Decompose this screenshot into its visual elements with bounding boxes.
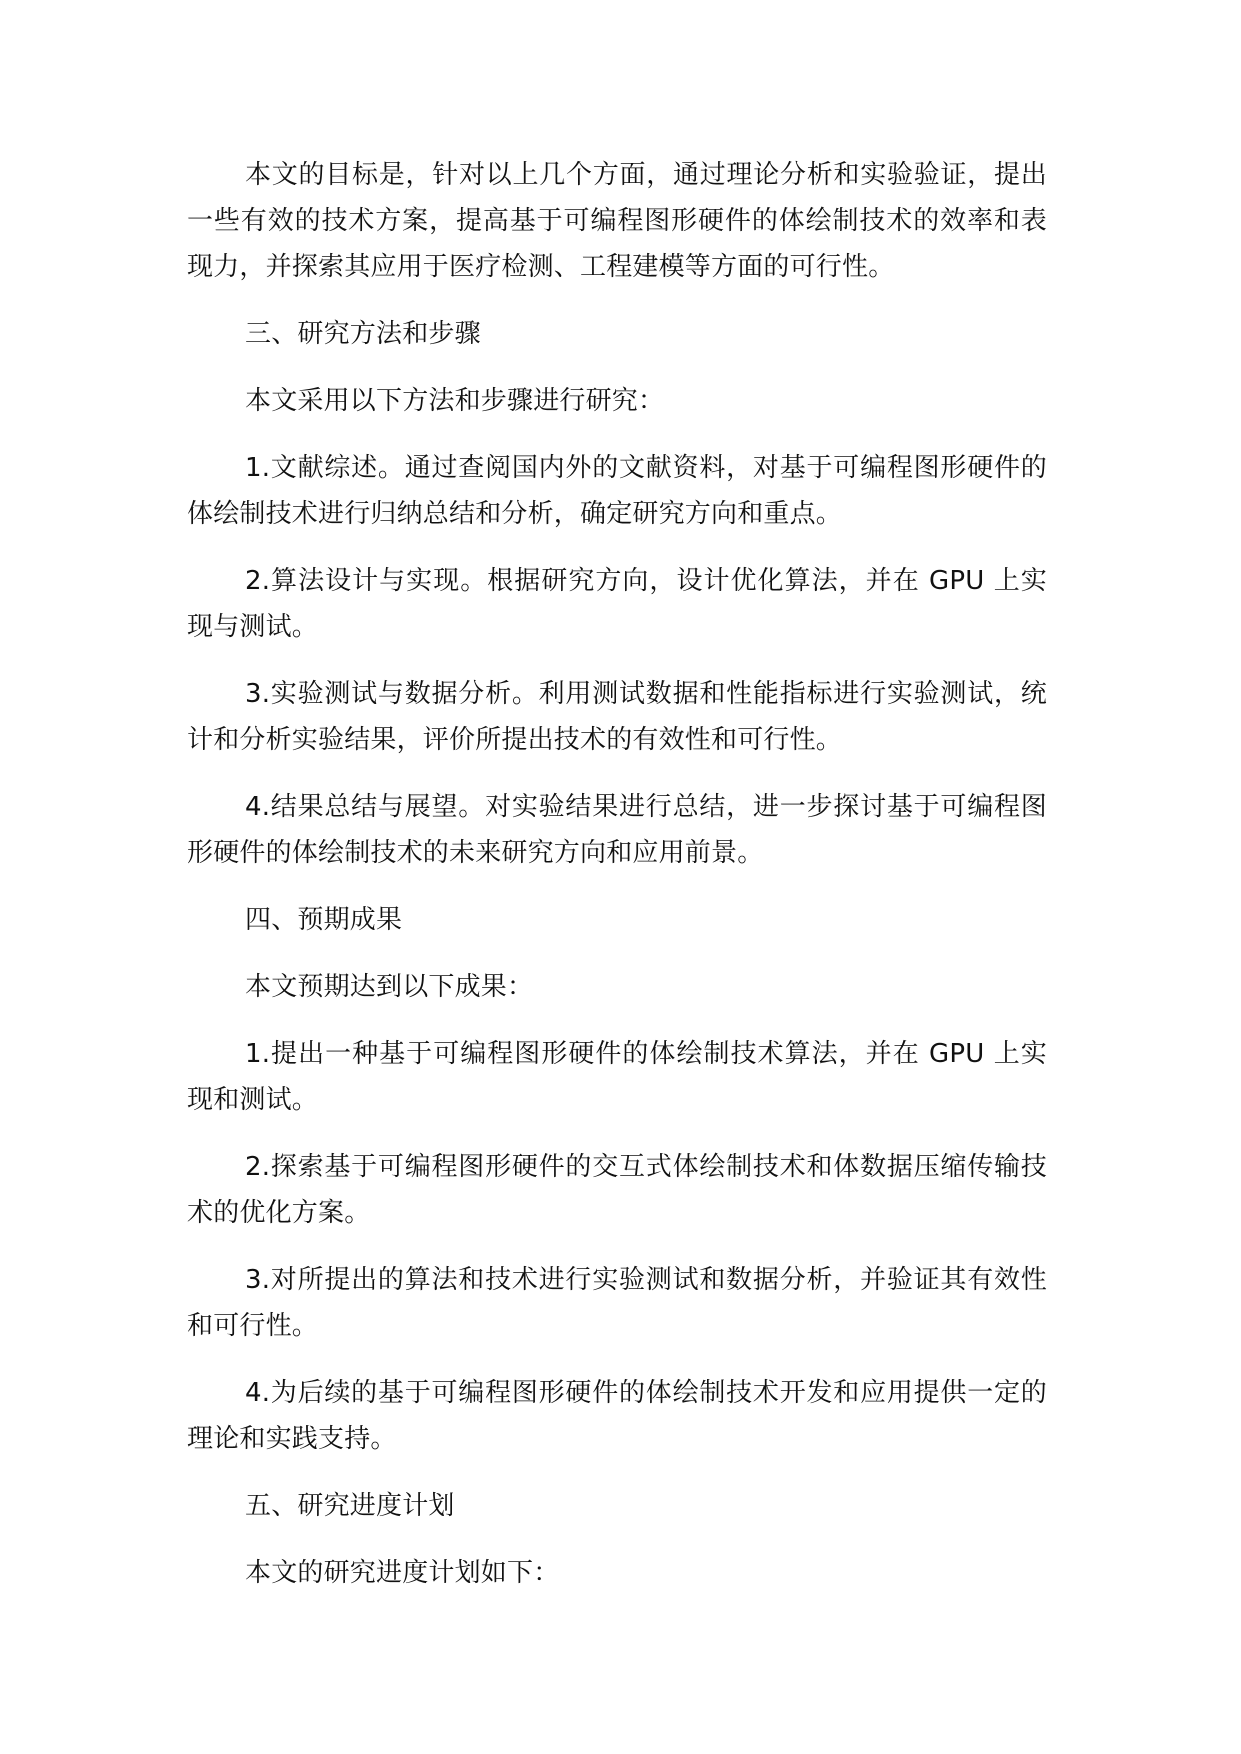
document-body bbox=[187, 152, 1047, 1617]
list-item-result-4: 4.为后续的基于可编程图形硬件的体绘制技术开发和应用提供一定的理论和实践支持。 bbox=[187, 1378, 1047, 1454]
list-item-method-1: 1.文献综述。通过查阅国内外的文献资料，对基于可编程图形硬件的体绘制技术进行归纳总结和分析，确定研究方向和重点。 bbox=[187, 453, 1047, 529]
section-heading-schedule: 五、研究进度计划 bbox=[245, 1491, 455, 1521]
paragraph-schedule-intro: 本文的研究进度计划如下： bbox=[245, 1558, 560, 1588]
section-heading-expected-results: 四、预期成果 bbox=[245, 905, 403, 935]
section-heading-methods: 三、研究方法和步骤 bbox=[245, 319, 481, 349]
list-item-result-3: 3.对所提出的算法和技术进行实验测试和数据分析，并验证其有效性和可行性。 bbox=[187, 1265, 1047, 1341]
list-item-method-2: 2.算法设计与实现。根据研究方向，设计优化算法，并在 GPU 上实现与测试。 bbox=[187, 566, 1047, 642]
list-item-result-1: 1.提出一种基于可编程图形硬件的体绘制技术算法，并在 GPU 上实现和测试。 bbox=[187, 1039, 1047, 1115]
list-item-method-4: 4.结果总结与展望。对实验结果进行总结，进一步探讨基于可编程图形硬件的体绘制技术的未来研究方向和应用前景。 bbox=[187, 792, 1047, 868]
list-item-method-3: 3.实验测试与数据分析。利用测试数据和性能指标进行实验测试，统计和分析实验结果，评价所提出技术的有效性和可行性。 bbox=[187, 679, 1047, 755]
paragraph-methods-intro: 本文采用以下方法和步骤进行研究： bbox=[245, 386, 665, 416]
paragraph-objective: 本文的目标是，针对以上几个方面，通过理论分析和实验验证，提出一些有效的技术方案，提高基于可编程图形硬件的体绘制技术的效率和表现力，并探索其应用于医疗检测、工程建模等方面的可行性。 bbox=[187, 160, 1047, 282]
paragraph-results-intro: 本文预期达到以下成果： bbox=[245, 972, 534, 1002]
list-item-result-2: 2.探索基于可编程图形硬件的交互式体绘制技术和体数据压缩传输技术的优化方案。 bbox=[187, 1152, 1047, 1228]
